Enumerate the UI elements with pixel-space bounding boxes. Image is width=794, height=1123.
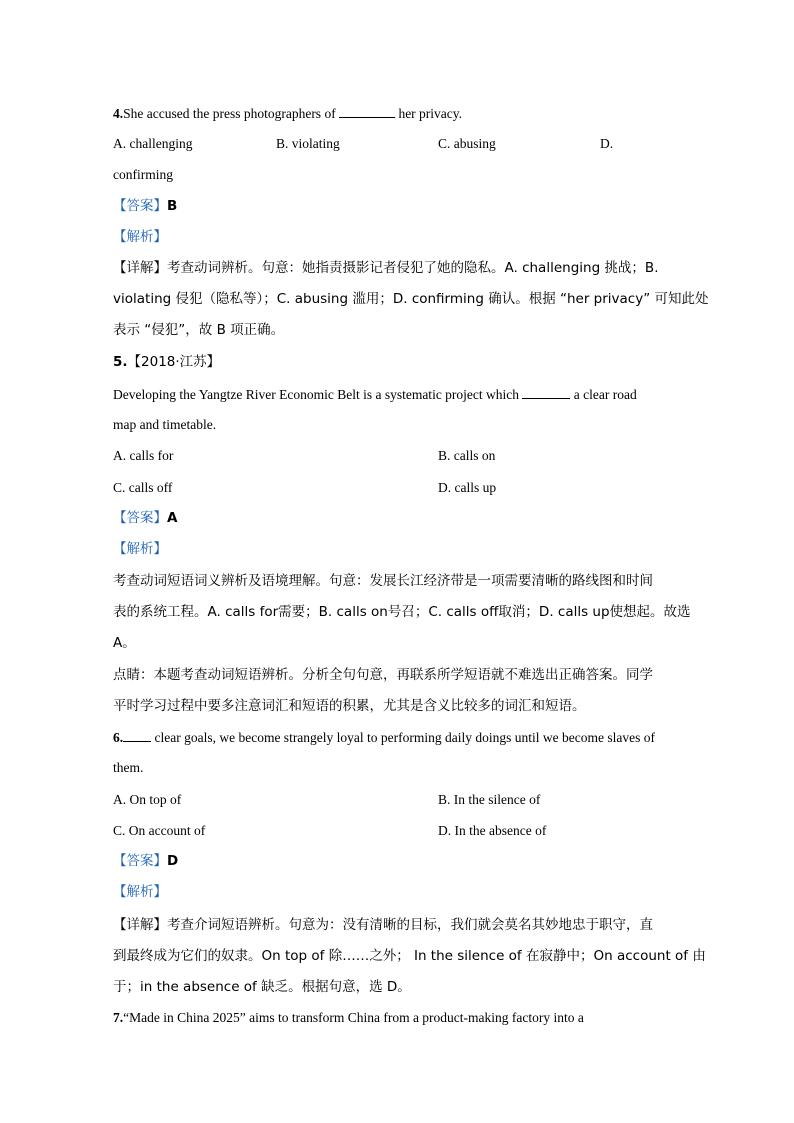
q6-stem-line-1 [113, 729, 655, 746]
q4-blank [339, 105, 395, 118]
q4-number: 4. [113, 106, 124, 121]
q5-answer-value: A [167, 510, 178, 526]
q5-stem-after: a clear road [570, 387, 637, 402]
q5-analysis-line-3: A。 [113, 635, 136, 651]
q5-option-a: A. calls for [113, 448, 174, 463]
q5-blank [522, 386, 570, 399]
q5-analysis-line-1: 考查动词短语词义辨析及语境理解。句意：发展长江经济带是一项需要清晰的路线图和时间 [113, 573, 653, 589]
q4-detail-line-1 [113, 260, 658, 276]
q4-stem [113, 105, 462, 122]
q5-stem-before: Developing the Yangtze River Economic Belt is a systematic project which [113, 387, 523, 402]
q6-option-a: A. On top of [113, 792, 182, 807]
q5-option-b: B. calls on [438, 448, 496, 463]
q6-blank [123, 729, 151, 742]
q6-answer-tag: 【答案】 [113, 853, 167, 869]
q5-option-d: D. calls up [438, 480, 497, 495]
q5-analysis-line-2: 表的系统工程。A. calls for需要；B. calls on号召；C. calls off取消；D. calls up使想起。故选 [113, 604, 691, 620]
q5-stem-line-2: map and timetable. [113, 417, 217, 432]
q4-option-a: A. challenging [113, 136, 193, 151]
q4-detail-line-2: violating 侵犯（隐私等）；C. abusing 滥用；D. confirming 确认。根据 “her privacy” 可知此处 [113, 291, 709, 307]
q4-answer [113, 198, 177, 214]
q4-option-d-text: confirming [113, 167, 173, 182]
q4-detail-tag: 【详解】 [113, 260, 167, 276]
q6-option-b: B. In the silence of [438, 792, 541, 807]
q6-analysis-tag: 【解析】 [113, 884, 167, 900]
q6-detail-line-2: 到最终成为它们的奴隶。On top of 除……之外； In the silence of 在寂静中；On account of 由 [113, 948, 706, 964]
q4-detail-line-3: 表示 “侵犯”，故 B 项正确。 [113, 322, 285, 338]
q6-stem-line-2: them. [113, 760, 144, 775]
q4-detail-text-1: 考查动词辨析。句意：她指责摄影记者侵犯了她的隐私。A. challenging 挑战；B. [167, 260, 659, 276]
q6-answer-value: D [167, 853, 179, 869]
q6-stem-after: clear goals, we become strangely loyal to performing daily doings until we become slaves of [151, 730, 655, 745]
q6-detail-line-3: 于；in the absence of 缺乏。根据句意，选 D。 [113, 979, 411, 995]
q5-tip-line-2: 平时学习过程中要多注意词汇和短语的积累，尤其是含义比较多的词汇和短语。 [113, 698, 586, 714]
q5-tip-line-1: 点睛：本题考查动词短语辨析。分析全句句意，再联系所学短语就不难选出正确答案。同学 [113, 667, 653, 683]
q5-answer-tag: 【答案】 [113, 510, 167, 526]
q6-answer [113, 853, 178, 869]
q4-answer-tag: 【答案】 [113, 198, 167, 214]
q5-source: 【2018·江苏】 [127, 354, 221, 370]
q6-detail-line-1 [113, 917, 653, 933]
q6-detail-tag: 【详解】 [113, 917, 167, 933]
q6-detail-text-1: 考查介词短语辨析。句意为：没有清晰的目标，我们就会莫名其妙地忠于职守，直 [167, 917, 653, 933]
q6-option-d: D. In the absence of [438, 823, 547, 838]
q4-analysis-tag: 【解析】 [113, 229, 167, 245]
q4-stem-after: her privacy. [395, 106, 463, 121]
q5-stem-line-1 [113, 386, 637, 403]
q5-option-c: C. calls off [113, 480, 173, 495]
q5-analysis-tag: 【解析】 [113, 541, 167, 557]
q4-option-d: D. [600, 136, 614, 151]
q4-option-b: B. violating [276, 136, 340, 151]
q4-stem-before: She accused the press photographers of [123, 106, 340, 121]
q4-option-c: C. abusing [438, 136, 496, 151]
q6-option-c: C. On account of [113, 823, 206, 838]
q7-stem [113, 1010, 584, 1026]
q5-header [113, 354, 220, 370]
q7-number: 7. [113, 1010, 124, 1025]
q7-stem-text: “Made in China 2025” aims to transform China from a product-making factory into a [123, 1010, 584, 1025]
q6-number: 6. [113, 730, 124, 745]
q5-number: 5. [113, 354, 128, 370]
q5-answer [113, 510, 177, 526]
q4-answer-value: B [167, 198, 178, 214]
